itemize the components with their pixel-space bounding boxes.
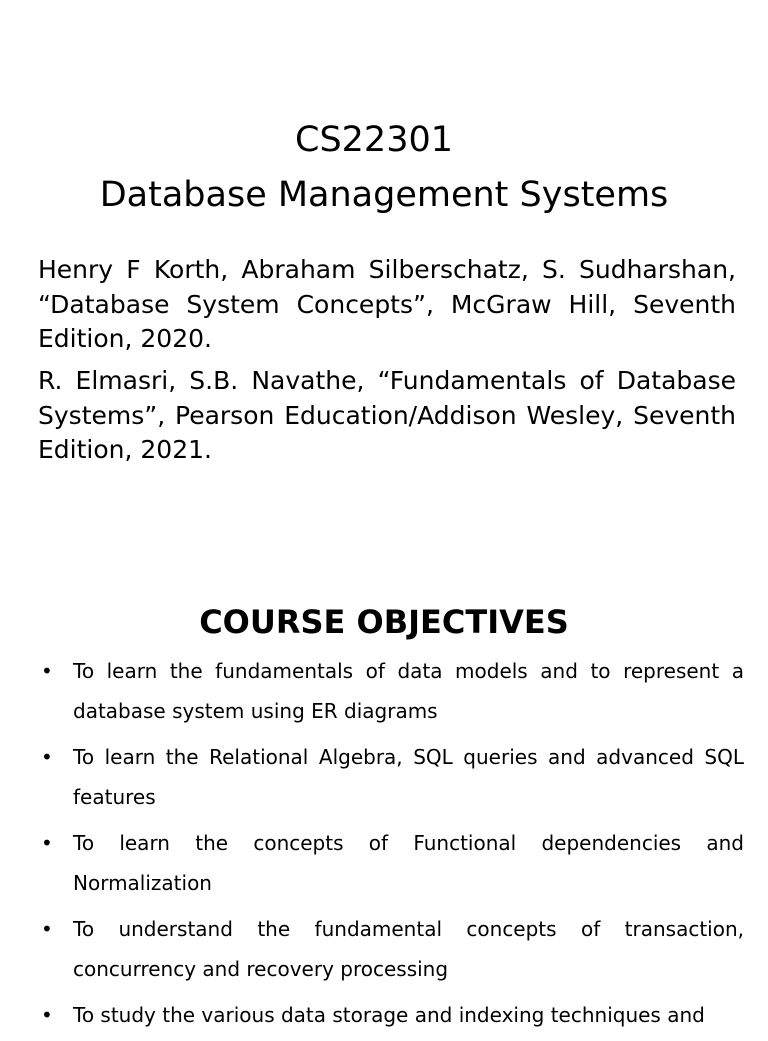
objective-item (0, 737, 768, 817)
bullet-icon: • (41, 917, 53, 941)
reference-textbook-1: Henry F Korth, Abraham Silberschatz, S. Sudharshan, “Database System Concepts”, McGraw Hill, Seventh Edition, 2020. (38, 255, 736, 353)
objective-text: To understand the fundamental concepts of transaction, concurrency and recovery processing (73, 917, 744, 981)
objective-item (0, 651, 768, 731)
objective-item (0, 995, 768, 1035)
course-title: Database Management Systems (99, 175, 669, 215)
bullet-icon: • (41, 659, 53, 683)
objective-text: To learn the concepts of Functional dependencies and Normalization (73, 831, 744, 895)
course-code: CS22301 (295, 120, 453, 160)
bullet-icon: • (41, 745, 53, 769)
reference-textbook-2: R. Elmasri, S.B. Navathe, “Fundamentals of Database Systems”, Pearson Education/Addison Wesley, Seventh Edition, 2021. (38, 366, 736, 464)
objective-text: To study the various data storage and indexing techniques and (73, 1003, 705, 1027)
objective-item (0, 909, 768, 989)
objective-item (0, 823, 768, 903)
objective-text: To learn the Relational Algebra, SQL queries and advanced SQL features (73, 745, 744, 809)
objectives-heading: COURSE OBJECTIVES (199, 603, 569, 641)
objectives-list (0, 651, 768, 1041)
bullet-icon: • (41, 831, 53, 855)
bullet-icon: • (41, 1003, 53, 1027)
objective-text: To learn the fundamentals of data models and to represent a database system using ER diagrams (73, 659, 744, 723)
